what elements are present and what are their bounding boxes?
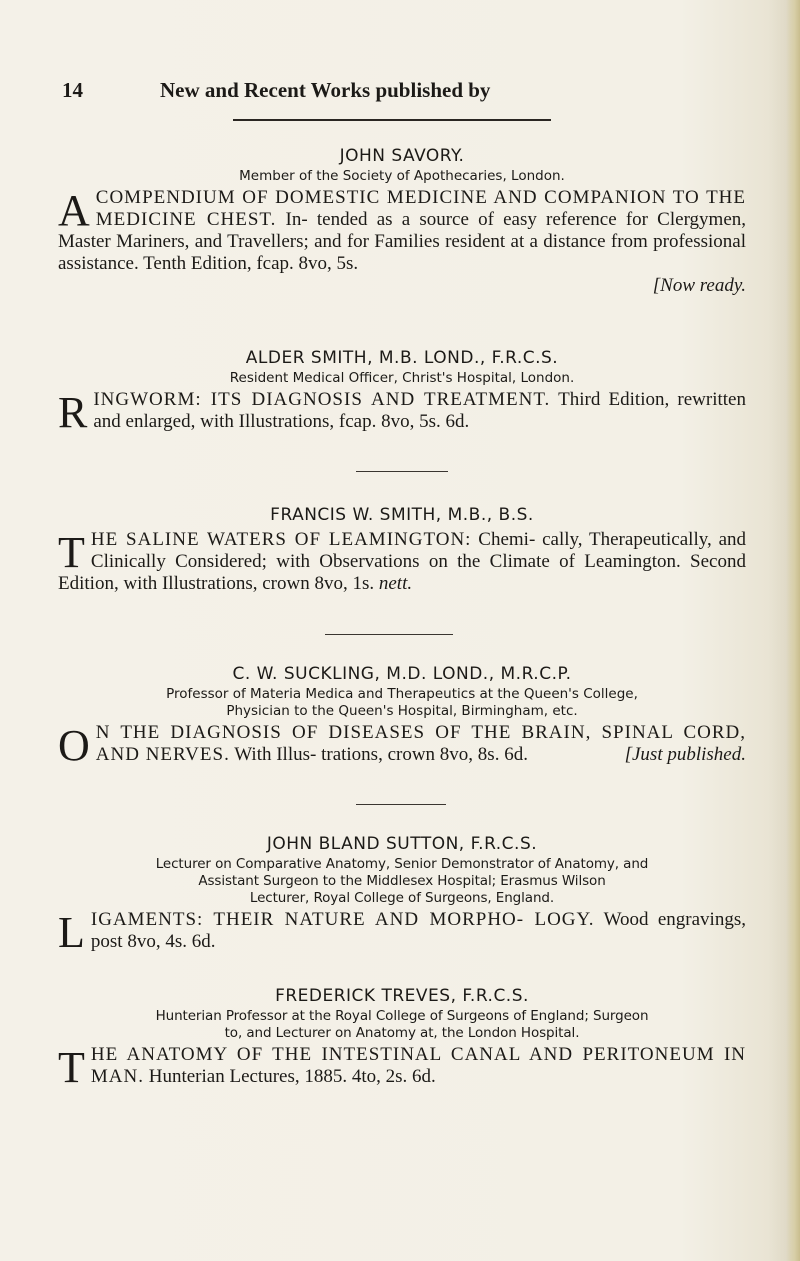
- author-credentials: Hunterian Professor at the Royal College of Surgeons of England; Surgeon: [155, 1008, 649, 1024]
- section-rule: [325, 634, 453, 635]
- book-description: [58, 908, 746, 957]
- entry-bland-sutton: [58, 834, 746, 957]
- author-credentials: Lecturer, Royal College of Surgeons, England.: [249, 890, 555, 906]
- author-credentials: Lecturer on Comparative Anatomy, Senior Demonstrator of Anatomy, and: [155, 856, 649, 872]
- section-rule: [356, 804, 446, 805]
- running-title: New and Recent Works published by: [160, 78, 491, 102]
- drop-initial: T: [58, 1043, 85, 1092]
- book-title: N THE DIAGNOSIS OF DISEASES OF THE BRAIN, SPINAL CORD, AND NERVES.: [95, 722, 746, 765]
- book-details: Wood engravings, post 8vo, 4s. 6d.: [90, 909, 746, 952]
- running-head: [60, 78, 720, 108]
- entry-francis-smith: [58, 505, 746, 595]
- author-credentials: Member of the Society of Apothecaries, London.: [239, 168, 565, 184]
- drop-initial: T: [58, 528, 85, 577]
- header-rule: [233, 119, 551, 121]
- drop-initial: L: [58, 908, 85, 957]
- book-description: [58, 721, 746, 770]
- book-details: Chemi- cally, Therapeutically, and Clinically Considered; with Observations on the Climate of Leamington. Second Edition, with Illustrations, crown 8vo, 1s.: [58, 529, 747, 594]
- author-credentials: Resident Medical Officer, Christ's Hospital, London.: [229, 370, 575, 386]
- book-description: [58, 1043, 746, 1092]
- book-title: INGWORM: ITS DIAGNOSIS AND TREATMENT.: [93, 389, 551, 410]
- entry-suckling: [58, 664, 746, 770]
- author-name: C. W. SUCKLING, M.D. LOND., M.R.C.P.: [232, 664, 572, 684]
- author-name: FREDERICK TREVES, F.R.C.S.: [275, 986, 529, 1006]
- author-credentials: to, and Lecturer on Anatomy at, the London Hospital.: [224, 1025, 580, 1041]
- book-description: [58, 388, 746, 437]
- drop-initial: A: [58, 186, 90, 235]
- entry-savory: [58, 146, 746, 297]
- author-name: JOHN SAVORY.: [339, 146, 465, 166]
- entry-treves: [58, 986, 746, 1092]
- author-name: FRANCIS W. SMITH, M.B., B.S.: [270, 505, 534, 525]
- drop-initial: R: [58, 388, 88, 437]
- author-credentials: Physician to the Queen's Hospital, Birmingham, etc.: [226, 703, 578, 719]
- entry-alder-smith: [58, 348, 746, 437]
- availability-status: [Now ready.: [652, 275, 746, 296]
- section-rule: [356, 471, 448, 472]
- book-description: [58, 529, 746, 595]
- page-number: 14: [62, 78, 83, 102]
- book-title: HE ANATOMY OF THE INTESTINAL CANAL AND PERITONEUM IN MAN.: [90, 1044, 746, 1087]
- book-description: [58, 187, 746, 275]
- author-name: JOHN BLAND SUTTON, F.R.C.S.: [266, 834, 538, 854]
- book-details: In- tended as a source of easy reference for Clergymen, Master Mariners, and Travellers; and for Families resident at a distance from professional assistance. Tenth Edition, fcap. 8vo, 5s.: [58, 209, 747, 274]
- drop-initial: O: [58, 721, 90, 770]
- author-credentials: Professor of Materia Medica and Therapeutics at the Queen's College,: [166, 686, 638, 702]
- availability-status: [Just published.: [624, 744, 746, 765]
- page-edge: [786, 0, 800, 1261]
- book-details: With Illus- trations, crown 8vo, 8s. 6d.: [234, 744, 528, 765]
- author-credentials: Assistant Surgeon to the Middlesex Hospital; Erasmus Wilson: [198, 873, 606, 889]
- book-details: Third Edition, rewritten and enlarged, with Illustrations, fcap. 8vo, 5s. 6d.: [93, 389, 746, 432]
- author-name: ALDER SMITH, M.B. LOND., F.R.C.S.: [245, 348, 559, 368]
- book-title: HE SALINE WATERS OF LEAMINGTON:: [90, 529, 472, 550]
- book-title: COMPENDIUM OF DOMESTIC MEDICINE AND COMPANION TO THE MEDICINE CHEST.: [95, 187, 746, 230]
- book-title: IGAMENTS: THEIR NATURE AND MORPHO- LOGY.: [90, 909, 595, 930]
- price-qualifier: nett.: [378, 573, 413, 594]
- book-details: Hunterian Lectures, 1885. 4to, 2s. 6d.: [148, 1066, 436, 1087]
